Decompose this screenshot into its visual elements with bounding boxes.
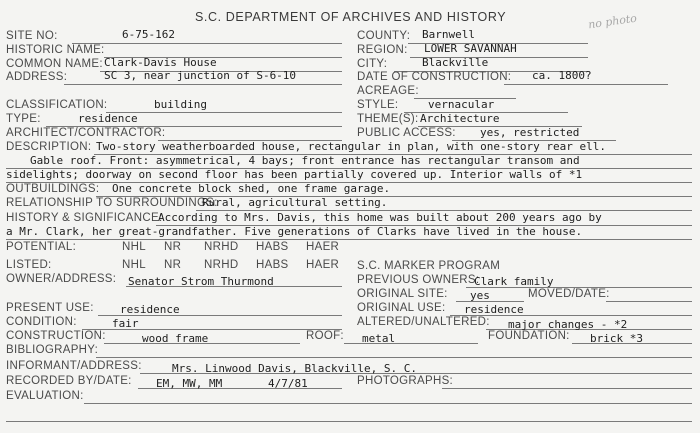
- owner-label: OWNER/ADDRESS:: [6, 273, 117, 285]
- address-value: SC 3, near junction of S-6-10: [104, 69, 297, 82]
- original-site-line: [456, 301, 524, 302]
- city-value: Blackville: [422, 56, 489, 69]
- themes-value: Architecture: [420, 112, 500, 125]
- type-value: residence: [78, 112, 138, 125]
- previous-owners-label: PREVIOUS OWNERS:: [357, 274, 480, 286]
- recorded-date-value: 4/7/81: [268, 377, 308, 390]
- historic-name-label: HISTORIC NAME:: [6, 44, 105, 56]
- description-text-3: sidelights; doorway on second floor has been partially covered up. Interior walls of *1: [6, 168, 583, 181]
- evaluation-line-2: [6, 421, 692, 422]
- roof-value: metal: [362, 332, 396, 345]
- photographs-label: PHOTOGRAPHS:: [357, 375, 454, 387]
- original-site-value: yes: [470, 289, 490, 302]
- present-use-label: PRESENT USE:: [6, 302, 94, 314]
- listed-option: HABS: [256, 259, 289, 271]
- potential-option: NR: [164, 241, 182, 253]
- informant-value: Mrs. Linwood Davis, Blackville, S. C.: [172, 362, 418, 375]
- potential-label: POTENTIAL:: [6, 241, 77, 253]
- region-value: LOWER SAVANNAH: [424, 42, 517, 55]
- roof-label: ROOF:: [306, 330, 344, 342]
- public-access-label: PUBLIC ACCESS:: [357, 127, 456, 139]
- county-label: COUNTY:: [357, 30, 411, 42]
- foundation-label: FOUNDATION:: [488, 330, 570, 342]
- history-label: HISTORY & SIGNIFICANCE:: [6, 212, 163, 224]
- listed-label: LISTED:: [6, 259, 52, 271]
- date-of-construction-line: [504, 84, 668, 85]
- potential-option: HAER: [306, 241, 340, 253]
- recorded-by-label: RECORDED BY/DATE:: [6, 375, 132, 387]
- evaluation-line-1: [84, 403, 692, 404]
- original-use-label: ORIGINAL USE:: [357, 302, 446, 314]
- description-text-1: Two-story weatherboarded house, rectangular in plan, with one-story rear ell.: [96, 140, 606, 153]
- date-of-construction-value: ca. 1800?: [532, 69, 592, 82]
- description-text-2: Gable roof. Front: asymmetrical, 4 bays; front entrance has rectangular transom and: [30, 154, 580, 167]
- construction-label: CONSTRUCTION:: [6, 330, 106, 342]
- potential-option: HABS: [256, 241, 289, 253]
- form-header: S.C. DEPARTMENT OF ARCHIVES AND HISTORY: [195, 10, 507, 24]
- informant-label: INFORMANT/ADDRESS:: [6, 360, 142, 372]
- moved-date-line: [606, 301, 692, 302]
- classification-line: [106, 112, 342, 113]
- potential-option: NHL: [122, 241, 146, 253]
- marker-program-label: S.C. MARKER PROGRAM: [357, 260, 501, 272]
- history-text-1: According to Mrs. Davis, this home was built about 200 years ago by: [158, 211, 602, 224]
- listed-option: NRHD: [204, 259, 239, 271]
- recorded-by-value: EM, MW, MM: [156, 377, 223, 390]
- classification-label: CLASSIFICATION:: [6, 99, 108, 111]
- site-no-label: SITE NO:: [6, 30, 58, 42]
- potential-option: NRHD: [204, 241, 239, 253]
- address-line: [64, 84, 342, 85]
- site-no-line: [72, 43, 342, 44]
- altered-value: major changes - *2: [508, 318, 628, 331]
- acreage-label: ACREAGE:: [357, 85, 419, 97]
- outbuildings-value: One concrete block shed, one frame garage.: [112, 182, 391, 195]
- condition-label: CONDITION:: [6, 316, 77, 328]
- common-name-value: Clark-Davis House: [104, 56, 217, 69]
- bibliography-label: BIBLIOGRAPHY:: [6, 344, 99, 356]
- history-text-2: a Mr. Clark, her great-grandfather. Five generations of Clarks have lived in the house.: [6, 225, 583, 238]
- previous-owners-value: Clark family: [474, 275, 554, 288]
- original-site-label: ORIGINAL SITE:: [357, 288, 448, 300]
- listed-option: HAER: [306, 259, 340, 271]
- site-no-value: 6-75-162: [122, 28, 175, 41]
- history-line-2: [6, 239, 692, 240]
- present-use-value: residence: [120, 303, 180, 316]
- date-of-construction-label: DATE OF CONSTRUCTION:: [357, 71, 512, 83]
- classification-value: building: [154, 98, 207, 111]
- county-value: Barnwell: [422, 28, 475, 41]
- original-use-value: residence: [464, 303, 524, 316]
- architect-label: ARCHITECT/CONTRACTOR:: [6, 127, 166, 139]
- style-value: vernacular: [428, 98, 495, 111]
- relationship-value: Rural, agricultural setting.: [202, 196, 388, 209]
- bibliography-line: [96, 357, 692, 358]
- common-name-label: COMMON NAME:: [6, 58, 103, 70]
- themes-label: THEME(S):: [357, 113, 419, 125]
- city-label: CITY:: [357, 58, 388, 70]
- outbuildings-label: OUTBUILDINGS:: [6, 183, 100, 195]
- type-label: TYPE:: [6, 113, 41, 125]
- photographs-line: [442, 388, 692, 389]
- style-label: STYLE:: [357, 99, 399, 111]
- construction-value: wood frame: [142, 332, 209, 345]
- foundation-value: brick *3: [590, 332, 643, 345]
- listed-option: NHL: [122, 259, 146, 271]
- altered-label: ALTERED/UNALTERED:: [357, 316, 490, 328]
- public-access-value: yes, restricted: [480, 126, 580, 139]
- evaluation-label: EVALUATION:: [6, 390, 84, 402]
- moved-date-label: MOVED/DATE:: [528, 288, 610, 300]
- description-label: DESCRIPTION:: [6, 141, 92, 153]
- address-label: ADDRESS:: [6, 71, 68, 83]
- handwritten-note: no photo: [587, 11, 638, 32]
- owner-value: Senator Strom Thurmond: [128, 275, 274, 288]
- condition-value: fair: [112, 317, 139, 330]
- relationship-label: RELATIONSHIP TO SURROUNDINGS:: [6, 197, 218, 209]
- listed-option: NR: [164, 259, 182, 271]
- region-label: REGION:: [357, 44, 408, 56]
